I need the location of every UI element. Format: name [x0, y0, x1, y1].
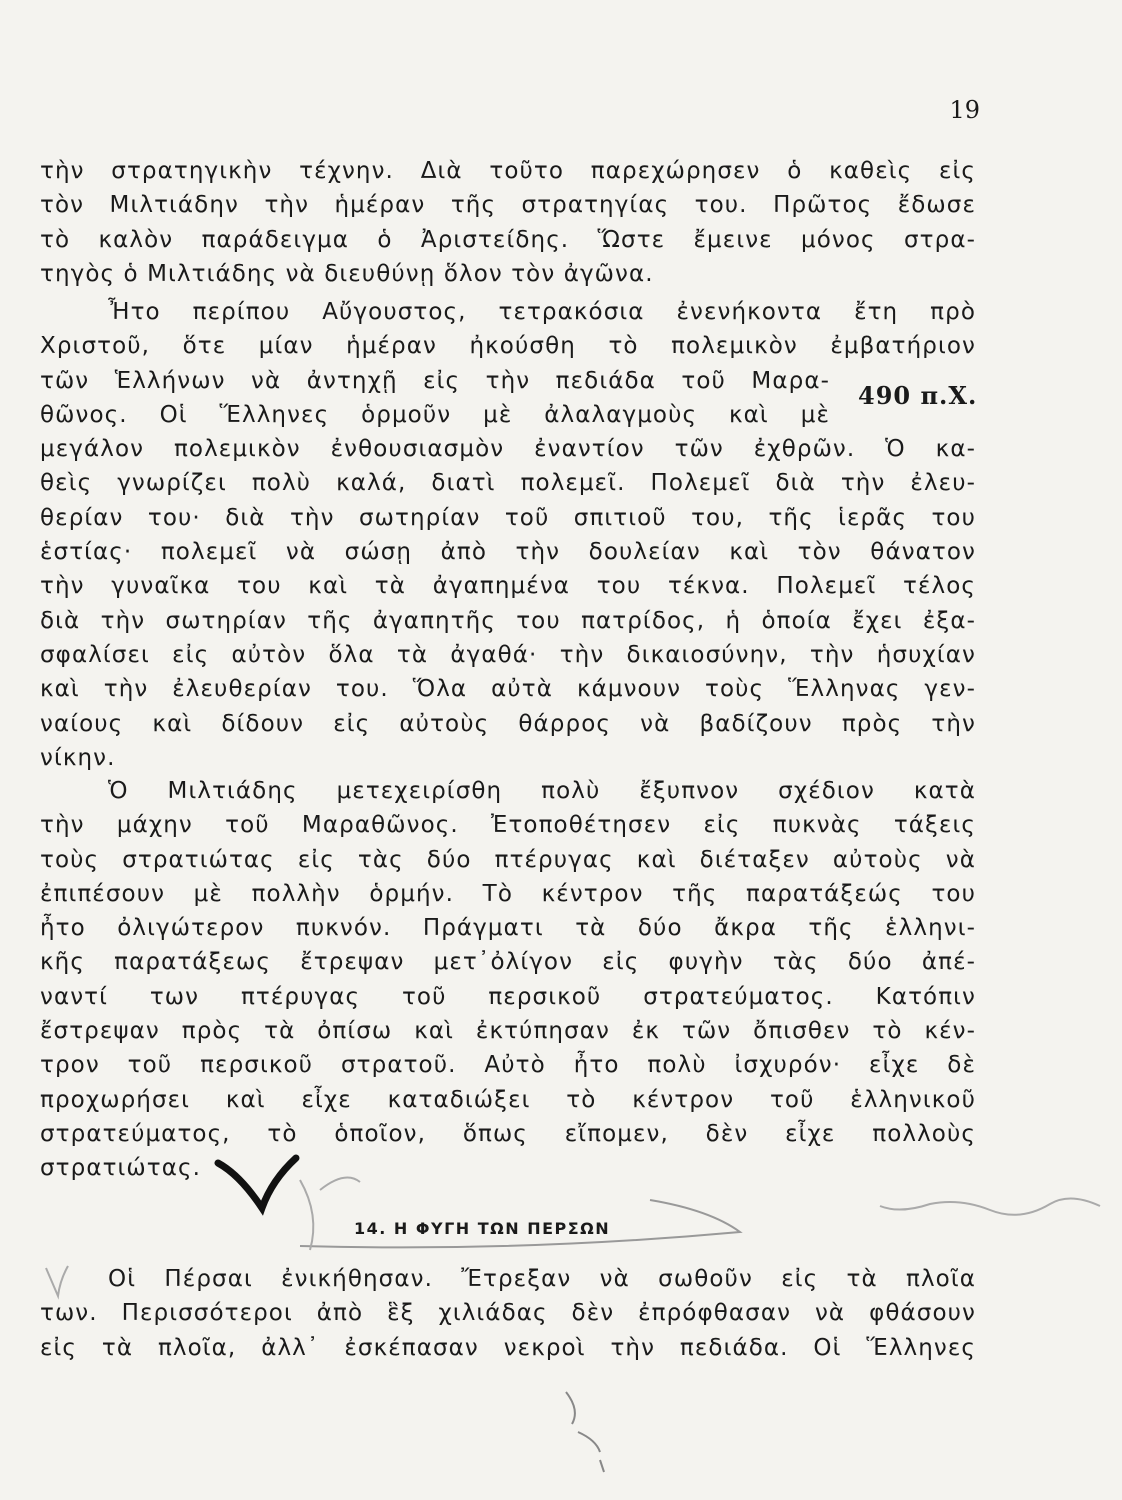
text-line: ἦτο ὀλιγώτερον πυκνόν. Πράγματι τὰ δύο ἄκρα τῆς ἑλληνι-: [40, 915, 976, 942]
text-line: τρον τοῦ περσικοῦ στρατοῦ. Αὐτὸ ἦτο πολὺ ἰσχυρόν· εἶχε δὲ: [40, 1052, 976, 1079]
pencil-scribble: [880, 1198, 1100, 1214]
paragraph-1: [40, 154, 976, 291]
text-line: ἔστρεψαν πρὸς τὰ ὀπίσω καὶ ἐκτύπησαν ἐκ τῶν ὄπισθεν τὸ κέν-: [40, 1018, 976, 1045]
text-line: στρατιώτας.: [40, 1155, 201, 1182]
text-line: τοὺς στρατιώτας εἰς τὰς δύο πτέρυγας καὶ διέταξεν αὐτοὺς νὰ: [40, 846, 976, 873]
text-line: εἰς τὰ πλοῖα, ἀλλ᾽ ἐσκέπασαν νεκροὶ τὴν πεδιάδα. Οἱ Ἕλληνες: [40, 1334, 976, 1361]
page-number: 19: [949, 96, 980, 124]
text-line: τὸ καλὸν παράδειγμα ὁ Ἀριστείδης. Ὥστε ἔμεινε μόνος στρα-: [40, 226, 976, 253]
text-line: μεγάλον πολεμικὸν ἐνθουσιασμὸν ἐναντίον τῶν ἐχθρῶν. Ὁ κα-: [40, 436, 976, 463]
text-line: στρατεύματος, τὸ ὁποῖον, ὅπως εἴπομεν, δὲν εἶχε πολλοὺς: [40, 1120, 976, 1147]
text-line: τῶν Ἑλλήνων νὰ ἀντηχῇ εἰς τὴν πεδιάδα τοῦ Μαρα-: [40, 367, 830, 394]
text-line: ναίους καὶ δίδουν εἰς αὐτοὺς θάρρος νὰ βαδίζουν πρὸς τὴν: [40, 710, 976, 737]
text-line: τὴν μάχην τοῦ Μαραθῶνος. Ἐτοποθέτησεν εἰς πυκνὰς τάξεις: [40, 812, 976, 839]
pencil-stroke: [300, 1178, 360, 1251]
text-line: τὴν γυναῖκα του καὶ τὰ ἀγαπημένα του τέκνα. Πολεμεῖ τέλος: [40, 573, 976, 600]
paragraph-3: [40, 774, 976, 1186]
text-line: διὰ τὴν σωτηρίαν τῆς ἀγαπητῆς του πατρίδος, ἡ ὁποία ἔχει ἐξα-: [40, 607, 976, 634]
text-line: νίκην.: [40, 744, 116, 771]
text-line: Ὁ Μιλτιάδης μετεχειρίσθη πολὺ ἔξυπνον σχέδιον κατὰ: [108, 778, 976, 804]
text-line: κῆς παρατάξεως ἔτρεψαν μετ᾽ὀλίγον εἰς φυγὴν τὰς δύο ἀπέ-: [40, 949, 976, 976]
text-line: ἑστίας· πολεμεῖ νὰ σώσῃ ἀπὸ τὴν δουλείαν καὶ τὸν θάνατον: [40, 539, 976, 566]
text-line: τηγὸς ὁ Μιλτιάδης νὰ διευθύνῃ ὅλον τὸν ἀγῶνα.: [40, 260, 654, 287]
text-line: θερίαν του· διὰ τὴν σωτηρίαν τοῦ σπιτιοῦ του, τῆς ἱερᾶς του: [40, 504, 976, 531]
margin-note: 490 π.Χ.: [858, 381, 978, 410]
text-line: Ἦτο περίπου Αὔγουστος, τετρακόσια ἐνενήκοντα ἔτη πρὸ: [108, 299, 976, 325]
text-line: θῶνος. Οἱ Ἕλληνες ὁρμοῦν μὲ ἀλαλαγμοὺς καὶ μὲ: [40, 401, 830, 428]
pencil-number-mark: [566, 1392, 604, 1472]
text-line: τὸν Μιλτιάδην τὴν ἡμέραν τῆς στρατηγίας του. Πρῶτος ἔδωσε: [40, 192, 976, 219]
text-line: θεὶς γνωρίζει πολὺ καλά, διατὶ πολεμεῖ. Πολεμεῖ διὰ τὴν ἐλευ-: [40, 470, 976, 497]
text-line: ναντί των πτέρυγας τοῦ περσικοῦ στρατεύματος. Κατόπιν: [40, 983, 976, 1010]
text-line: προχωρήσει καὶ εἶχε καταδιώξει τὸ κέντρον τοῦ ἑλληνικοῦ: [40, 1086, 976, 1113]
text-line: καὶ τὴν ἐλευθερίαν του. Ὅλα αὐτὰ κάμνουν τοὺς Ἕλληνας γεν-: [40, 676, 976, 703]
text-line: σφαλίσει εἰς αὐτὸν ὅλα τὰ ἀγαθά· τὴν δικαιοσύνην, τὴν ἡσυχίαν: [40, 641, 976, 668]
section-heading: 14. Η ΦΥΓΗ ΤΩΝ ΠΕΡΣΩΝ: [354, 1219, 611, 1238]
text-line: των. Περισσότεροι ἀπὸ ἓξ χιλιάδας δὲν ἐπρόφθασαν νὰ φθάσουν: [40, 1300, 976, 1327]
text-line: Χριστοῦ, ὅτε μίαν ἡμέραν ἠκούσθη τὸ πολεμικὸν ἐμβατήριον: [40, 333, 976, 360]
paragraph-4: [40, 1262, 976, 1365]
text-line: ἐπιπέσουν μὲ πολλὴν ὁρμήν. Τὸ κέντρον τῆς παρατάξεώς του: [40, 880, 976, 907]
paragraph-2: [40, 295, 976, 775]
text-line: τὴν στρατηγικὴν τέχνην. Διὰ τοῦτο παρεχώρησεν ὁ καθεὶς εἰς: [40, 158, 976, 184]
text-line: Οἱ Πέρσαι ἐνικήθησαν. Ἔτρεξαν νὰ σωθοῦν εἰς τὰ πλοῖα: [108, 1266, 976, 1292]
